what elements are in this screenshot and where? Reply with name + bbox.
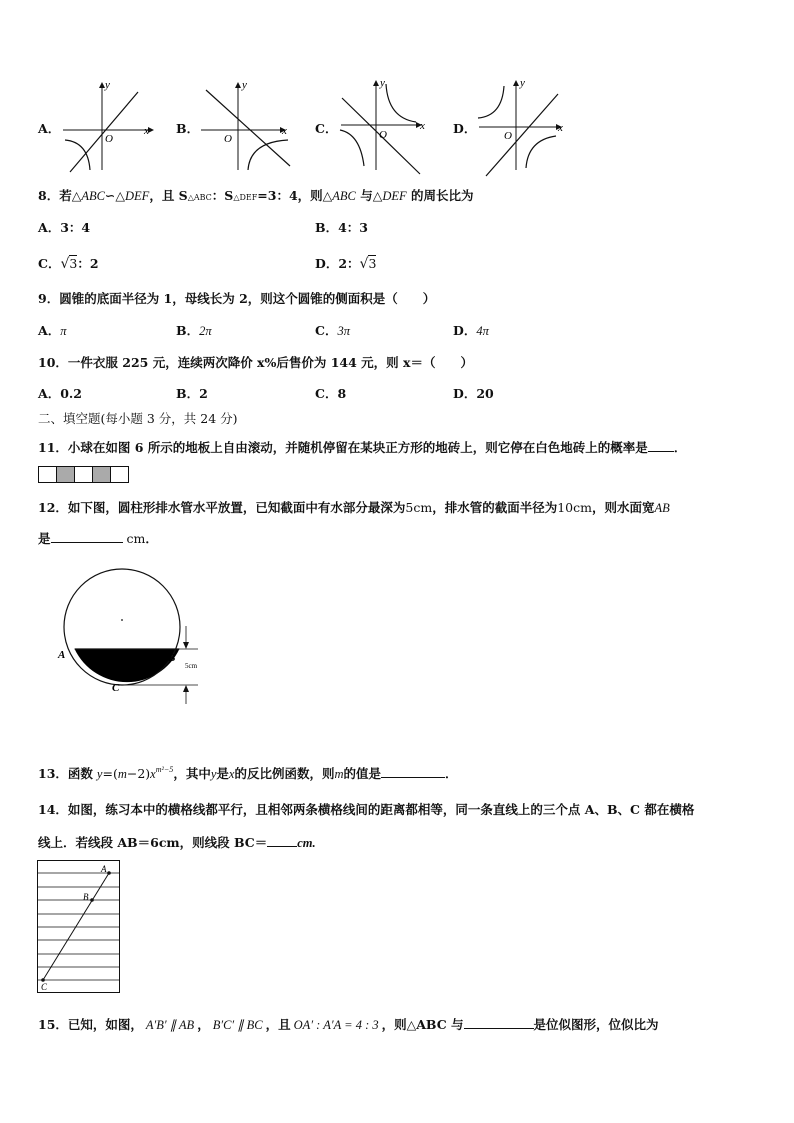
q7b-origin-label: O <box>224 133 232 145</box>
q10-option-c: C．8 <box>315 386 347 401</box>
q7-graph-c <box>338 78 438 178</box>
q8-stem: 8．若△ABC∽△DEF，且 S△ABC：S△DEF=3：4，则△ABC 与△DEF 的周长比为 <box>38 188 474 203</box>
q12-pipe-figure <box>52 560 232 710</box>
q7-graph-d <box>476 78 576 178</box>
q9-option-a: A．π <box>38 323 67 338</box>
q7a-origin-label: O <box>105 133 113 145</box>
q11-stem: 11．小球在如图 6 所示的地板上自由滚动，并随机停留在某块正方形的地砖上，则它停在白色地砖上的概率是 ． <box>38 440 687 455</box>
q10-stem: 10．一件衣服 225 元，连续两次降价 x%后售价为 144 元，则 x＝（ ） <box>38 355 473 370</box>
q7b-y-label: y <box>242 79 247 91</box>
q7-graph-a <box>60 78 160 178</box>
q9-option-c: C．3π <box>315 323 350 338</box>
q8-option-c: C．√3：2 <box>38 256 99 272</box>
q9-stem: 9．圆锥的底面半径为 1，母线长为 2，则这个圆锥的侧面积是（ ） <box>38 291 436 306</box>
q14-notebook-figure <box>37 860 127 1000</box>
q12-answer-line: 是 cm． <box>38 531 158 546</box>
q11-tile-floor <box>38 466 138 484</box>
q7d-x-label: x <box>558 122 563 134</box>
q10-option-a: A．0.2 <box>38 386 82 401</box>
q7c-origin-label: O <box>379 129 387 141</box>
q10-option-b: B．2 <box>176 386 208 401</box>
q7b-x-label: x <box>282 125 287 137</box>
q7a-x-label: x <box>144 125 149 137</box>
q9-option-d: D．4π <box>453 323 489 338</box>
q12-stem: 12．如下图，圆柱形排水管水平放置，已知截面中有水部分最深为5cm，排水管的截面半径为10cm，则水面宽AB <box>38 500 670 515</box>
q9-option-b: B．2π <box>176 323 212 338</box>
q7d-y-label: y <box>520 77 525 89</box>
q7-option-d-label: D． <box>453 121 477 136</box>
q14-line2: 线上．若线段 AB＝6cm，则线段 BC＝ cm. <box>38 835 316 850</box>
q12-label-a: A <box>58 649 66 661</box>
q7c-x-label: x <box>420 120 425 132</box>
q12-label-c: C <box>112 682 120 694</box>
q15-stem: 15．已知，如图， A′B′ ∥ AB ， B′C′ ∥ BC ，且 OA′ : A′A = 4 : 3 ，则△ABC 与 是位似图形，位似比为 <box>38 1017 659 1032</box>
section-heading: 二、填空题(每小题 3 分，共 24 分) <box>38 411 238 426</box>
q12-label-b: B <box>168 652 176 664</box>
q7-option-b-label: B． <box>176 121 200 136</box>
q12-depth-label: 5cm <box>185 662 198 670</box>
q7a-y-label: y <box>105 79 110 91</box>
q7c-y-label: y <box>380 77 385 89</box>
q14-label-b: B <box>83 892 89 902</box>
q7-graph-b <box>198 78 298 178</box>
q14-label-a: A <box>101 864 107 874</box>
q7-option-a-label: A． <box>38 121 61 136</box>
q8-option-b: B．4：3 <box>315 220 368 235</box>
q14-label-c: C <box>41 982 48 992</box>
q8-option-d: D．2：√3 <box>315 256 377 272</box>
q10-option-d: D．20 <box>453 386 494 401</box>
q7-option-c-label: C． <box>315 121 338 136</box>
q13-stem: 13．函数 $y=(m-2)x^{m^2-5}$，其中y是x的反比例函数，则m的值是 ． <box>38 765 458 781</box>
q7d-origin-label: O <box>504 130 512 142</box>
q8-option-a: A．3：4 <box>38 220 91 235</box>
q14-line1: 14．如图，练习本中的横格线都平行，且相邻两条横格线间的距离都相等，同一条直线上的三个点 A、B、C 都在横格 <box>38 802 695 817</box>
